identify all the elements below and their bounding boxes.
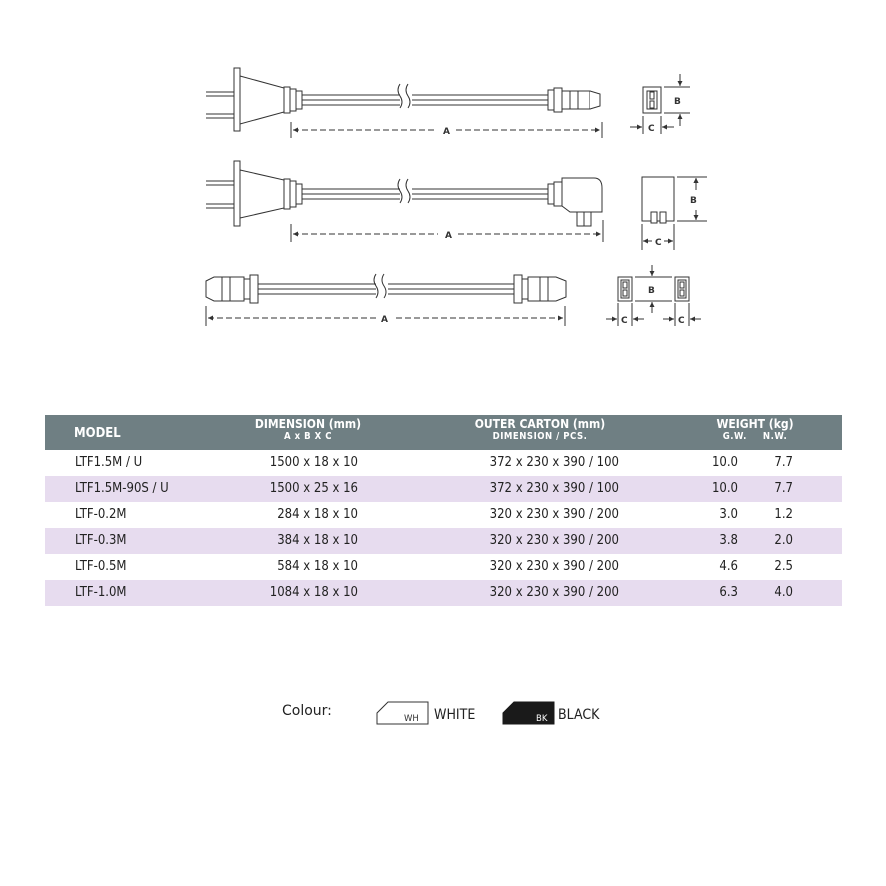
- cell-nw: 4.0: [774, 585, 793, 600]
- cell-model: LTF-0.2M: [75, 507, 127, 522]
- colour-code-bk: BK: [536, 714, 548, 724]
- colour-option-black: [502, 700, 600, 730]
- cell-nw: 2.0: [774, 533, 793, 548]
- sub-x2: X: [314, 431, 322, 442]
- cell-gw: 4.6: [719, 559, 738, 574]
- cell-dimension: 1500 x 25 x 16: [269, 481, 358, 496]
- cell-model: LTF-0.3M: [75, 533, 127, 548]
- cell-outer-carton: 320 x 230 x 390 / 200: [489, 585, 619, 600]
- cell-gw: 10.0: [711, 455, 738, 470]
- dim-c-label-2: C: [655, 238, 662, 248]
- header-dimension: [237, 415, 379, 442]
- dim-b-label-3: B: [648, 286, 655, 296]
- header-gw: G.W.: [722, 431, 747, 442]
- table-row: [45, 502, 842, 528]
- cell-dimension: 584 x 18 x 10: [277, 559, 358, 574]
- header-outer-carton-sub: DIMENSION / PCS.: [492, 431, 588, 442]
- table-row: [45, 554, 842, 580]
- header-dimension-sub: [237, 431, 379, 442]
- cell-outer-carton: 372 x 230 x 390 / 100: [489, 481, 619, 496]
- table-header: [45, 415, 842, 450]
- colour-option-white: [376, 700, 476, 730]
- sub-x: x: [294, 431, 301, 442]
- end-view-straight: [630, 74, 690, 134]
- cell-dimension: 384 x 18 x 10: [277, 533, 358, 548]
- cable-straight-drawing: [206, 68, 602, 138]
- table-row: [45, 450, 842, 476]
- colour-label: Colour:: [282, 703, 332, 719]
- dim-b-label-1: B: [674, 97, 681, 107]
- table-row: [45, 528, 842, 554]
- dim-c-label-1: C: [648, 124, 655, 134]
- cell-model: LTF-1.0M: [75, 585, 127, 600]
- sub-b: B: [304, 431, 312, 442]
- header-model: MODEL: [74, 426, 121, 441]
- dim-b-label-2: B: [690, 196, 697, 206]
- cell-dimension: 1500 x 18 x 10: [269, 455, 358, 470]
- table-row: [45, 476, 842, 502]
- cell-outer-carton: 320 x 230 x 390 / 200: [489, 533, 619, 548]
- header-nw: N.W.: [762, 431, 788, 442]
- dim-a-label-2: A: [445, 231, 452, 241]
- cell-outer-carton: 320 x 230 x 390 / 200: [489, 559, 619, 574]
- cell-gw: 3.8: [719, 533, 738, 548]
- sub-c: C: [325, 431, 332, 442]
- colour-options: [282, 700, 622, 730]
- cell-outer-carton: 372 x 230 x 390 / 100: [489, 455, 619, 470]
- dim-a-label-3: A: [381, 315, 388, 325]
- cell-gw: 10.0: [711, 481, 738, 496]
- black-swatch-icon: [502, 700, 556, 726]
- cell-nw: 2.5: [774, 559, 793, 574]
- cable-drawings: [0, 0, 886, 360]
- cell-dimension: 284 x 18 x 10: [277, 507, 358, 522]
- dim-c-label-3a: C: [621, 316, 628, 326]
- white-swatch-icon: [376, 700, 430, 726]
- table-row: [45, 580, 842, 606]
- cell-nw: 1.2: [774, 507, 793, 522]
- cell-nw: 7.7: [774, 481, 793, 496]
- cell-gw: 6.3: [719, 585, 738, 600]
- cell-dimension: 1084 x 18 x 10: [269, 585, 358, 600]
- cell-gw: 3.0: [719, 507, 738, 522]
- cell-model: LTF-0.5M: [75, 559, 127, 574]
- header-weight-sub: [700, 431, 810, 442]
- cell-model: LTF1.5M-90S / U: [75, 481, 169, 496]
- header-weight: [700, 415, 810, 442]
- end-view-90deg: [642, 177, 707, 250]
- colour-name-white: WHITE: [434, 707, 476, 723]
- sub-a: A: [284, 431, 292, 442]
- cell-outer-carton: 320 x 230 x 390 / 200: [489, 507, 619, 522]
- cell-nw: 7.7: [774, 455, 793, 470]
- dim-c-label-3b: C: [678, 316, 685, 326]
- dim-a-label-1: A: [443, 127, 450, 137]
- header-dimension-title: DIMENSION (mm): [254, 417, 362, 431]
- cell-model: LTF1.5M / U: [75, 455, 143, 470]
- cable-90deg-drawing: [206, 161, 603, 242]
- header-outer-carton-title: OUTER CARTON (mm): [474, 417, 606, 431]
- colour-name-black: BLACK: [558, 707, 600, 723]
- header-outer-carton: [455, 415, 625, 442]
- colour-code-wh: WH: [404, 714, 419, 724]
- header-weight-title: WEIGHT (kg): [716, 417, 794, 431]
- spec-table: [45, 415, 842, 606]
